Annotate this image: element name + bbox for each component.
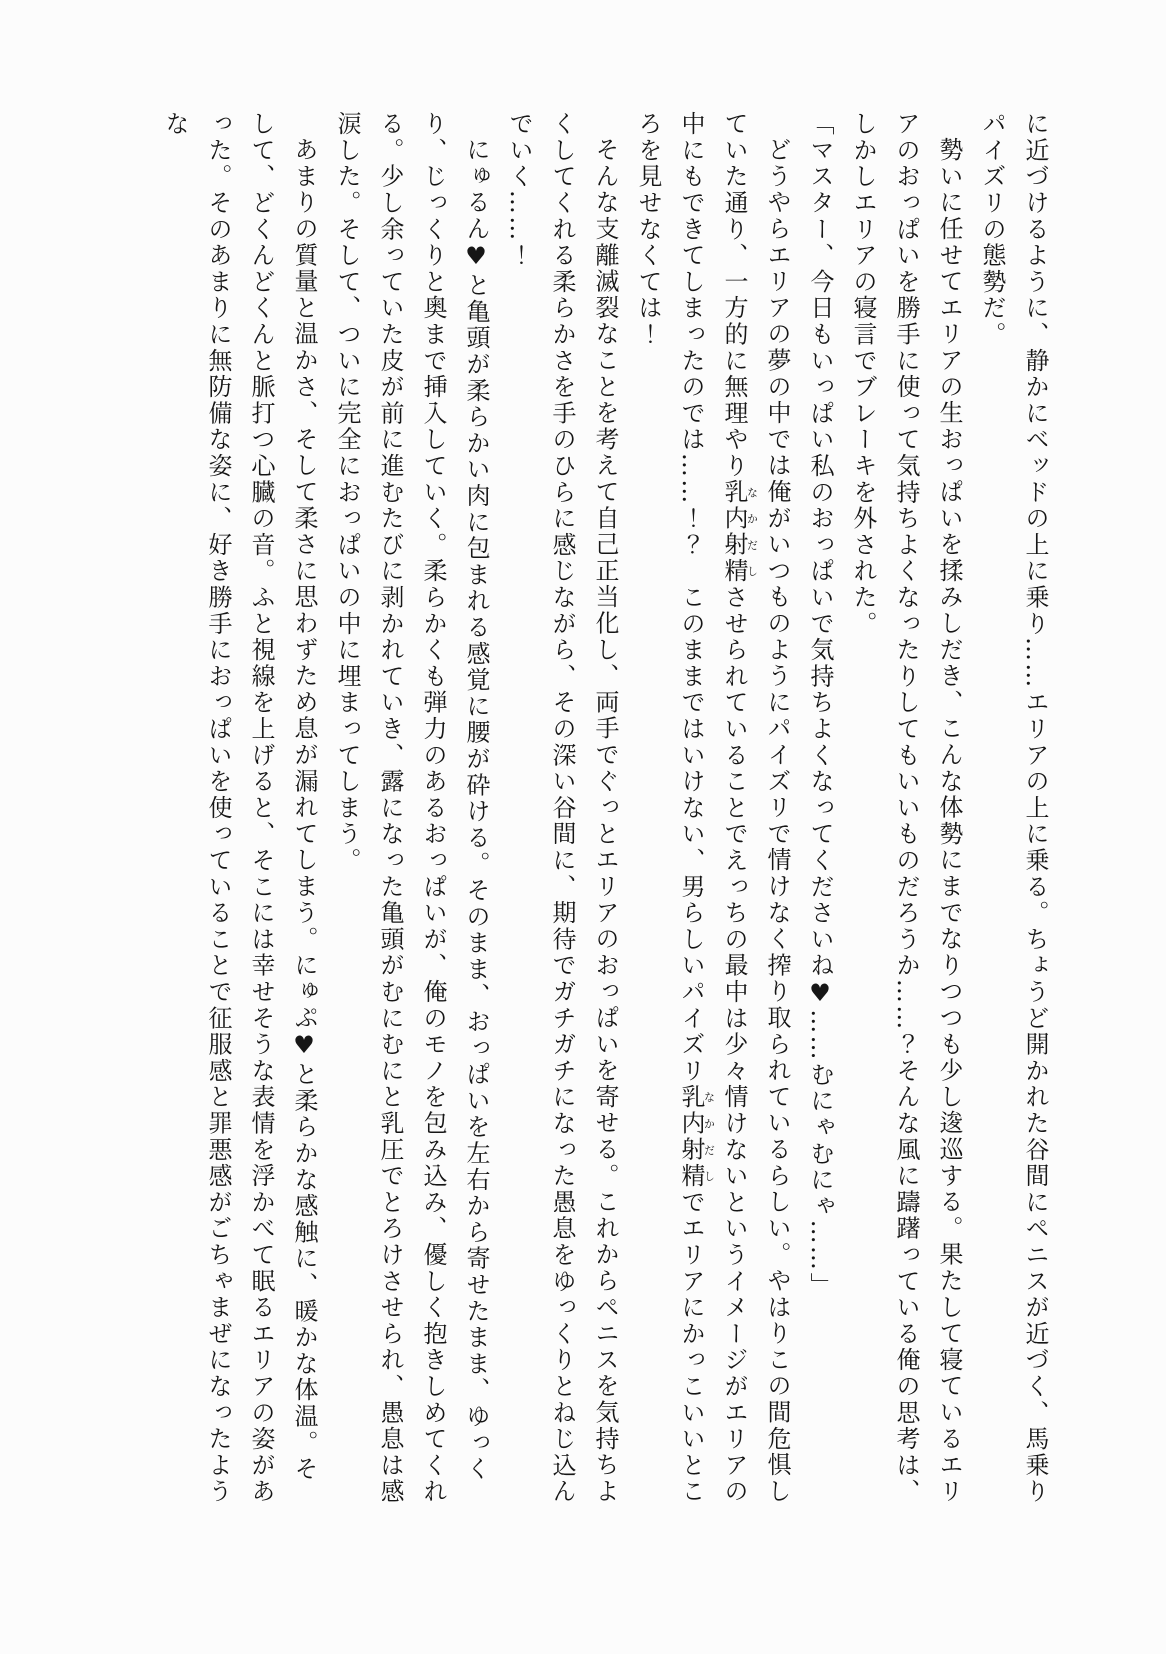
paragraph: にゅるん♥と亀頭が柔らかい肉に包まれる感覚に腰が砕ける。そのまま、おっぱいを左右から寄せたまま、ゆっくり、じっくりと奥まで挿入していく。柔らかくも弾力のあるおっぱいが、俺のモノを包み込み、優しく抱きしめてくれる。少し余っていた皮が前に進むたびに剥かれていき、露になった亀頭がむにむにと乳圧でとろけさせられ、愚息は感涙した。そして、ついに完全におっぱいの中に埋まってしまう。 (333, 111, 490, 1505)
vertical-text-block (153, 111, 1056, 1507)
paragraph: あまりの質量と温かさ、そして柔さに思わずため息が漏れてしまう。にゅぷ♥と柔らかな感触に、暖かな体温。そして、どくんどくんと脈打つ心臓の音。ふと視線を上げると、そこには幸せそうな表情を浮かべて眠るエリアの姿があった。そのあまりに無防備な姿に、好き勝手におっぱいを使っていることで征服感と罪悪感がごちゃまぜになったような (161, 111, 318, 1505)
furigana-reading: なかだし (745, 479, 759, 585)
paragraph: どうやらエリアの夢の中では俺がいつものようにパイズリで情けなく搾り取られているらしい。やはりこの間危惧していた通り、一方的に無理やり乳内射精なかだしさせられていることでえっちの最中は少々情けないというイメージがエリアの中にもできてしまったのでは……！？ このままではいけない、男らしいパイズリ乳内射精なかだしでエリアにかっこいいところを見せなくては！ (634, 111, 791, 1505)
paragraph: 勢いに任せてエリアの生おっぱいを揉みしだき、こんな体勢にまでなりつつも少し逡巡する。果たして寝ているエリアのおっぱいを勝手に使って気持ちよくなったりしてもいいものだろうか……？そんな風に躊躇っている俺の思考は、しかしエリアの寝言でブレーキを外された。 (849, 111, 963, 1505)
paragraph: そんな支離滅裂なことを考えて自己正当化し、両手でぐっとエリアのおっぱいを寄せる。これからペニスを気持ちよくしてくれる柔らかさを手のひらに感じながら、その深い谷間に、期待でガチガチになった愚息をゆっくりとねじ込んでいく……！ (505, 111, 619, 1505)
furigana-reading: なかだし (702, 1084, 716, 1190)
furigana-term: 乳内射精なかだし (677, 1084, 716, 1190)
paragraph: に近づけるように、静かにベッドの上に乗り……エリアの上に乗る。ちょうど開かれた谷間にペニスが近づく、馬乗りパイズリの態勢だ。 (978, 111, 1049, 1505)
furigana-term: 乳内射精なかだし (720, 479, 759, 585)
paragraph: 「マスター、今日もいっぱい私のおっぱいで気持ちよくなってくださいね♥……むにゃむにゃ……」 (806, 111, 834, 1299)
